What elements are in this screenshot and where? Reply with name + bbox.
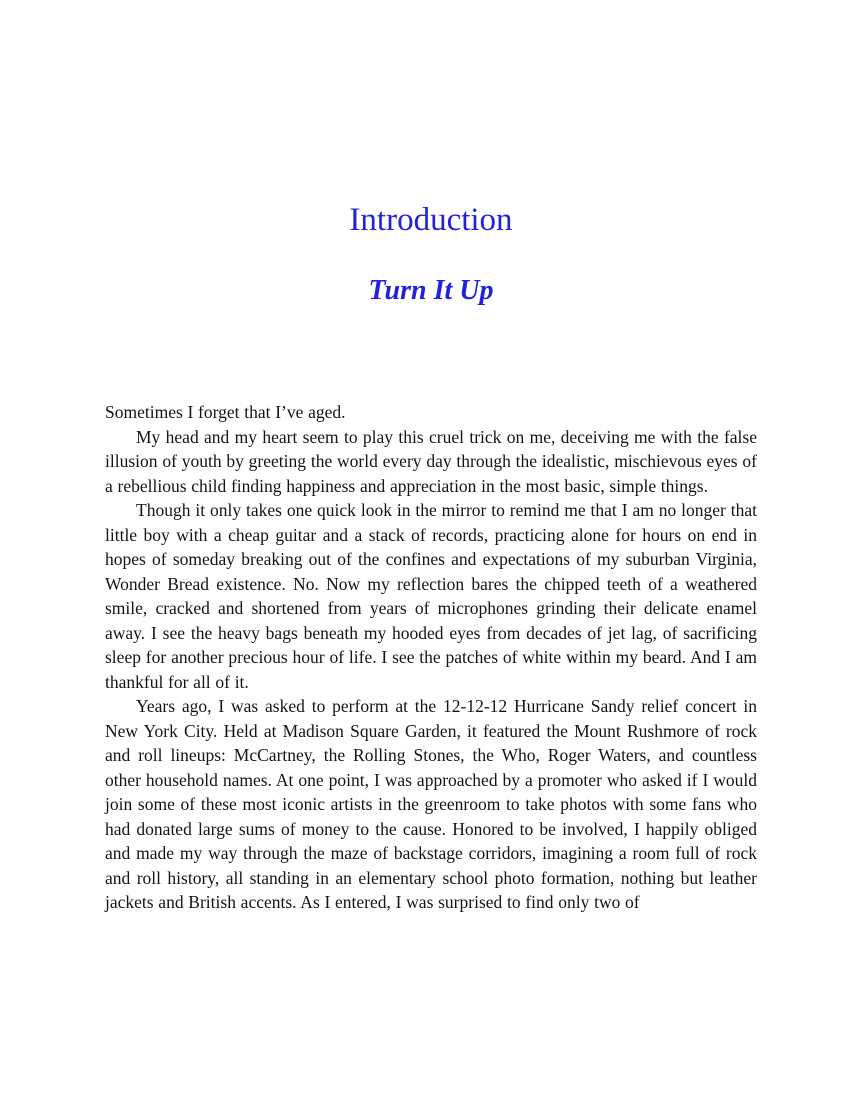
body-paragraph: Sometimes I forget that I’ve aged. bbox=[105, 402, 346, 422]
body-paragraph: Though it only takes one quick look in the mirror to remind me that I am no longer that little boy with a cheap guitar and a stack of records, practicing alone for hours on end in hopes of someday breaking out of the confines and expectations of my suburban Virginia, Wonder Bread existence. No. Now my reflection bares the chipped teeth of a weathered smile, cracked and shortened from years of microphones grinding their delicate enamel away. I see the heavy bags beneath my hooded eyes from decades of jet lag, of sacrificing sleep for another precious hour of life. I see the patches of white within my beard. And I am thankful for all of it. bbox=[105, 500, 757, 692]
chapter-title: Introduction bbox=[349, 202, 513, 238]
chapter-subtitle: Turn It Up bbox=[368, 275, 494, 306]
body-paragraph: Years ago, I was asked to perform at the 12-12-12 Hurricane Sandy relief concert in New York City. Held at Madison Square Garden, it featured the Mount Rushmore of rock and roll lineups: McCartney, the Rolling Stones, the Who, Roger Waters, and countless other household names. At one point, I was approached by a promoter who asked if I would join some of these most iconic artists in the greenroom to take photos with some fans who had donated large sums of money to the cause. Honored to be involved, I happily obliged and made my way through the maze of backstage corridors, imagining a room full of rock and roll history, all standing in an elementary school photo formation, nothing but leather jackets and British accents. As I entered, I was surprised to find only two of bbox=[105, 696, 757, 912]
chapter-body bbox=[0, 400, 862, 915]
body-paragraph: My head and my heart seem to play this cruel trick on me, deceiving me with the false illusion of youth by greeting the world every day through the idealistic, mischievous eyes of a rebellious child finding happiness and appreciation in the most basic, simple things. bbox=[105, 426, 757, 496]
